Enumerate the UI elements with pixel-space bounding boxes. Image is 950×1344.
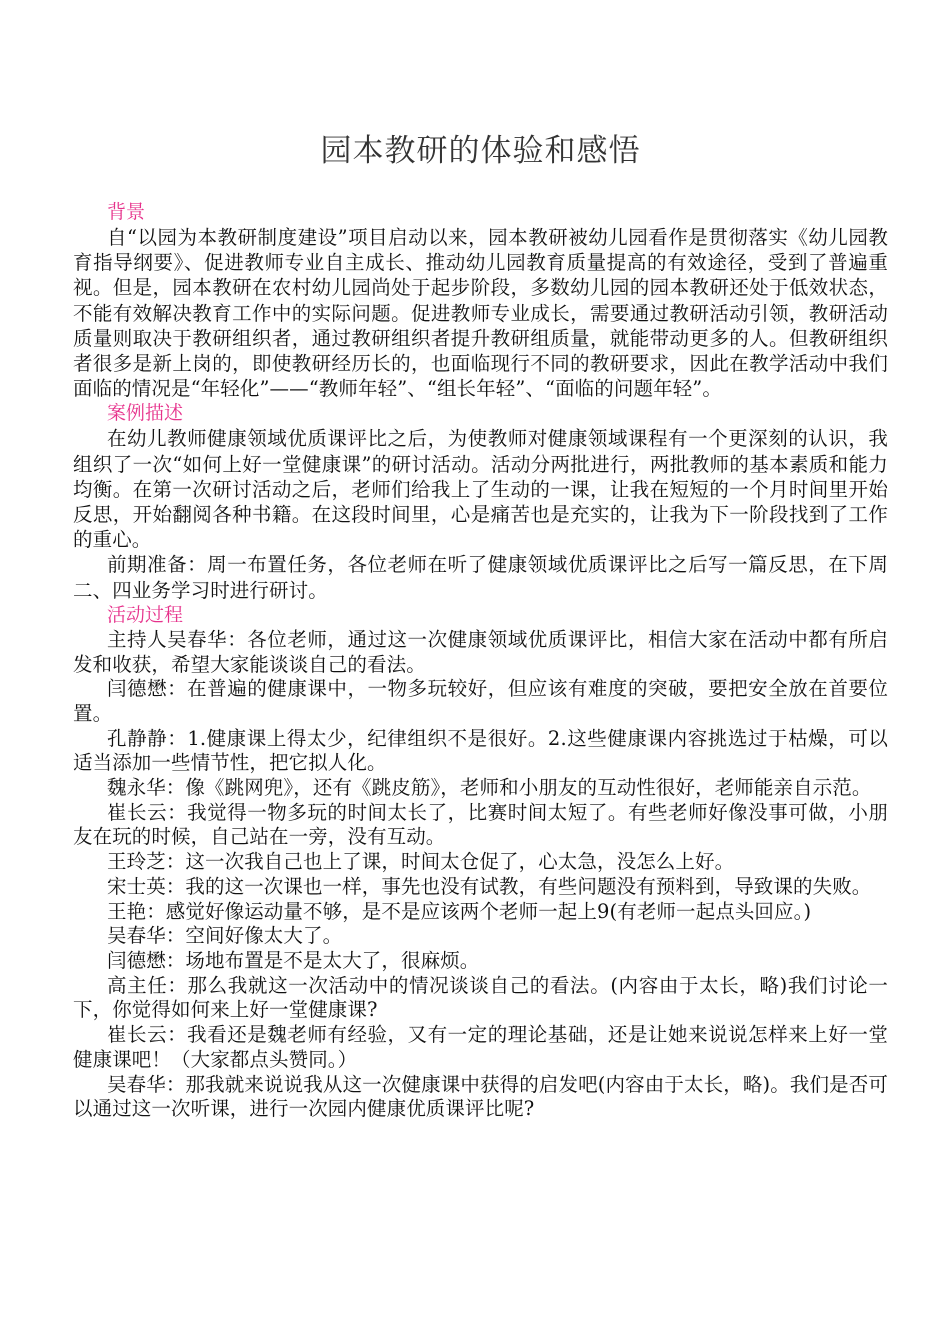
dialog-paragraph: 宋士英：我的这一次课也一样，事先也没有试教，有些问题没有预料到，导致课的失败。 [107,874,872,898]
section-heading-background: 背景 [107,201,146,223]
dialog-paragraph: 闫德懋：场地布置是不是太大了，很麻烦。 [107,948,480,972]
dialog-paragraph: 崔长云：我觉得一物多玩的时间太长了，比赛时间太短了。有些老师好像没事可做，小朋友在玩的时候，自己站在一旁，没有互动。 [73,800,888,849]
section-case [73,401,888,602]
dialog-paragraph: 魏永华：像《跳网兜》，还有《跳皮筋》，老师和小朋友的互动性很好，老师能亲自示范。 [107,776,872,800]
dialog-paragraph: 孔静静：1.健康课上得太少，纪律组织不是很好。2.这些健康课内容挑选过于枯燥，可以适当添加一些情节性，把它拟人化。 [73,726,888,775]
dialog-paragraph: 闫德懋：在普遍的健康课中，一物多玩较好，但应该有难度的突破，要把安全放在首要位置。 [73,677,888,725]
dialog-paragraph: 王玲芝：这一次我自己也上了课，时间太仓促了，心太急，没怎么上好。 [107,850,735,874]
dialog-paragraph: 王艳：感觉好像运动量不够，是不是应该两个老师一起上9(有老师一起点头回应。) [107,899,812,923]
section-process [73,603,888,1122]
document-page [73,128,888,1122]
paragraph: 在幼儿教师健康领域优质课评比之后，为使教师对健康领域课程有一个更深刻的认识，我组织了一次“如何上好一堂健康课”的研讨活动。活动分两批进行，两批教师的基本素质和能力均衡。在第一次研讨活动之后，老师们给我上了生动的一课，让我在短短的一个月时间里开始反思，开始翻阅各种书籍。在这段时间里，心是痛苦也是充实的，让我为下一阶段找到了工作的重心。 [73,427,888,552]
dialog-paragraph: 吴春华：那我就来说说我从这一次健康课中获得的启发吧(内容由于太长，略)。我们是否可以通过这一次听课，进行一次园内健康优质课评比呢? [73,1072,888,1121]
section-heading-case: 案例描述 [107,402,184,425]
dialog-paragraph: 吴春华：空间好像太大了。 [107,924,343,948]
dialog-paragraph: 崔长云：我看还是魏老师有经验，又有一定的理论基础，还是让她来说说怎样来上好一堂健康课吧！（大家都点头赞同。） [73,1023,888,1071]
section-heading-process: 活动过程 [107,603,184,626]
paragraph: 自“以园为本教研制度建设”项目启动以来，园本教研被幼儿园看作是贯彻落实《幼儿园教育指导纲要》、促进教师专业自主成长、推动幼儿园教育质量提高的有效途径，受到了普遍重视。但是，园本教研在农村幼儿园尚处于起步阶段，多数幼儿园的园本教研还处于低效状态，不能有效解决教育工作中的实际问题。促进教师专业成长，需要通过教研活动引领，教研活动质量则取决于教研组织者，通过教研组织者提升教研组质量，就能带动更多的人。但教研组织者很多是新上岗的，即使教研经历长的，也面临现行不同的教研要求，因此在教学活动中我们面临的情况是“年轻化”——“教师年轻”、“组长年轻”、“面临的问题年轻”。 [73,226,888,401]
dialog-paragraph: 主持人吴春华：各位老师，通过这一次健康领域优质课评比，相信大家在活动中都有所启发和收获，希望大家能谈谈自己的看法。 [73,627,888,676]
dialog-paragraph: 高主任：那么我就这一次活动中的情况谈谈自己的看法。(内容由于太长，略)我们讨论一下，你觉得如何来上好一堂健康课? [73,973,888,1022]
paragraph: 前期准备：周一布置任务，各位老师在听了健康领域优质课评比之后写一篇反思，在下周二、四业务学习时进行研讨。 [73,553,888,602]
section-background [73,200,888,401]
document-title: 园本教研的体验和感悟 [320,133,641,169]
